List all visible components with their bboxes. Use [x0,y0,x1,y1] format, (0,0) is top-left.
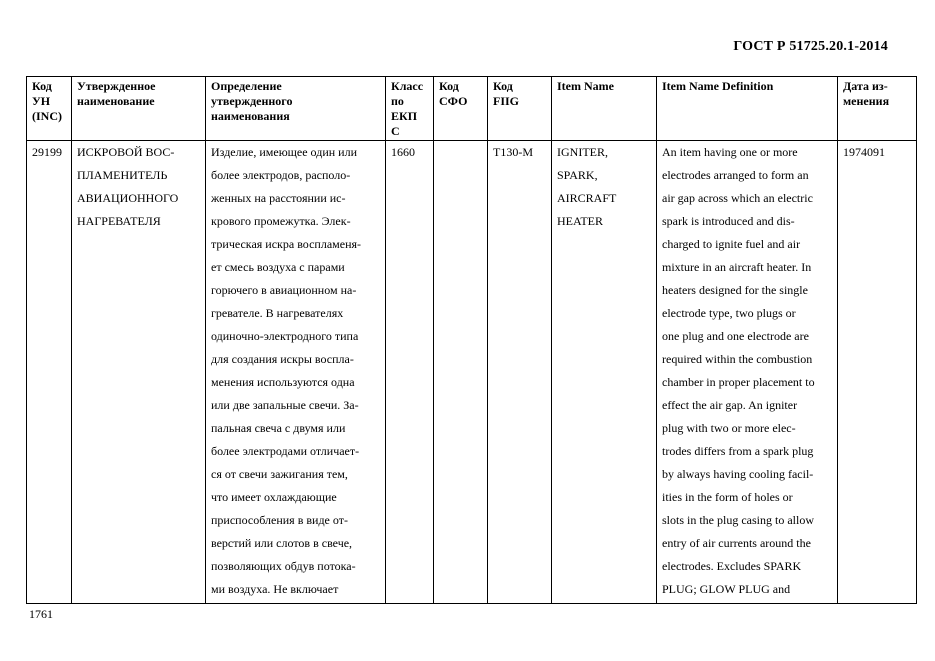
text-line: Item Name Definition [662,79,774,93]
document-code: ГОСТ Р 51725.20.1-2014 [733,39,888,54]
text-line: T130-M [493,145,533,159]
text-line: Определение [211,79,282,93]
text-line: для создания искры воспла- [211,352,354,366]
col-header-approved-name [72,77,206,141]
text-line: менения используются одна [211,375,355,389]
page-number: 1761 [29,607,53,621]
text-line: наименования [211,109,290,123]
text-line: горючего в авиационном на- [211,283,357,297]
text-line: plug with two or more elec- [662,421,796,435]
text-line: An item having one or more [662,145,798,159]
text-line: AIRCRAFT [557,191,617,205]
col-header-item-name [552,77,657,141]
text-line: PLUG; GLOW PLUG and [662,582,791,596]
text-line: trodes differs from a spark plug [662,444,814,458]
text-line: Код [493,79,513,93]
text-line: более электродов, располо- [211,168,351,182]
text-line: СФО [439,94,468,108]
col-header-date [838,77,917,141]
cell-item-definition [657,141,838,604]
text-line: Класс [391,79,424,93]
text-line: ЕКП [391,109,418,123]
text-line: что имеет охлаждающие [211,490,337,504]
text-line: one plug and one electrode are [662,329,809,343]
cell-item-name [552,141,657,604]
text-line: 29199 [32,145,62,159]
text-line: по [391,94,404,108]
text-line: electrodes arranged to form an [662,168,809,182]
text-line: by always having cooling facil- [662,467,814,481]
text-line: electrodes. Excludes SPARK [662,559,802,573]
text-line: одиночно-электродного типа [211,329,359,343]
text-line: spark is introduced and dis- [662,214,795,228]
text-line: гревателе. В нагревателях [211,306,344,320]
text-line: АВИАЦИОННОГО [77,191,179,205]
cell-class [386,141,434,604]
text-line: утвержденного [211,94,293,108]
text-line: трическая искра воспламеня- [211,237,361,251]
text-line: FIIG [493,94,520,108]
text-line: Код [32,79,52,93]
cell-inc [27,141,72,604]
col-header-definition [206,77,386,141]
table-row [27,141,917,604]
text-line: верстий или слотов в свече, [211,536,353,550]
text-line: 1974091 [843,145,885,159]
text-line: heaters designed for the single [662,283,808,297]
text-line: effect the air gap. An igniter [662,398,798,412]
text-line: slots in the plug casing to allow [662,513,814,527]
col-header-class [386,77,434,141]
text-line: ПЛАМЕНИТЕЛЬ [77,168,168,182]
text-line: chamber in proper placement to [662,375,815,389]
text-line: mixture in an aircraft heater. In [662,260,812,274]
text-line: HEATER [557,214,603,228]
cell-definition [206,141,386,604]
text-line: ИСКРОВОЙ ВОС- [77,145,175,159]
col-header-inc [27,77,72,141]
col-header-item-definition [657,77,838,141]
text-line: позволяющих обдув потока- [211,559,356,573]
text-line: Item Name [557,79,614,93]
text-line: УН [32,94,51,108]
text-line: или две запальные свечи. За- [211,398,359,412]
col-header-fiig [488,77,552,141]
text-line: charged to ignite fuel and air [662,237,801,251]
text-line: пальная свеча с двумя или [211,421,346,435]
text-line: SPARK, [557,168,598,182]
text-line: НАГРЕВАТЕЛЯ [77,214,161,228]
text-line: Изделие, имеющее один или [211,145,357,159]
text-line: entry of air currents around the [662,536,811,550]
text-line: air gap across which an electric [662,191,813,205]
cell-sfo [434,141,488,604]
cell-fiig [488,141,552,604]
header-row [27,77,917,141]
text-line: ми воздуха. Не включает [211,582,339,596]
text-line: крового промежутка. Элек- [211,214,351,228]
text-line: required within the combustion [662,352,813,366]
text-line: Код [439,79,459,93]
text-line: приспособления в виде от- [211,513,348,527]
text-line: Утвержденное [77,79,156,93]
cell-date [838,141,917,604]
text-line: electrode type, two plugs or [662,306,796,320]
text-line: наименование [77,94,155,108]
text-line: менения [843,94,890,108]
catalog-table [26,76,917,604]
text-line: ет смесь воздуха с парами [211,260,345,274]
text-line: С [391,124,400,138]
text-line: IGNITER, [557,145,608,159]
text-line: ities in the form of holes or [662,490,793,504]
text-line: Дата из- [843,79,888,93]
text-line: женных на расстоянии ис- [211,191,346,205]
text-line: более электродами отличает- [211,444,360,458]
text-line: 1660 [391,145,415,159]
text-line: (INC) [32,109,62,123]
cell-approved-name [72,141,206,604]
text-line: ся от свечи зажигания тем, [211,467,348,481]
col-header-sfo [434,77,488,141]
